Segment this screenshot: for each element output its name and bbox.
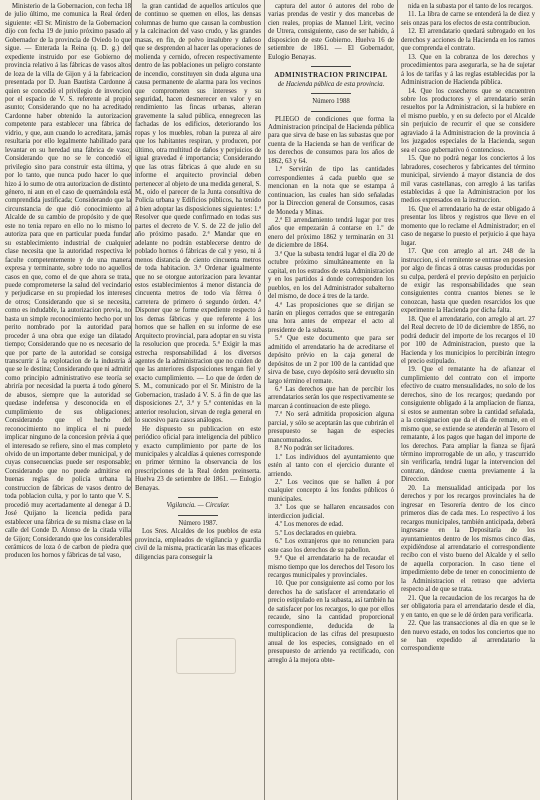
condition-item: 15. Que no podrá negar los conciertos á los labradores, cosecheros y fabricantes del término municipal, sirviendo á mayor distancia de dos mil varas castellanas, con arreglo á las tarifas establecidas á que la Administracion por los medios expresados en la instruccion. [401,155,535,205]
condition-item: 4.º Los menores de edad. [275,521,344,529]
separator-rule [311,111,351,112]
condition-item: 1.ª Servirán de tipo las cantidades correspondientes á cada pueblo que se mencionan en la nota que se estampa á continuacion, las cuales han sido señaladas por la Direccion general de Consumos, casas de Moneda y Minas. [268,166,394,216]
condition-item: 5.º Los declarados en quiebra. [275,529,357,537]
condition-item: 16. Que el arrendatario ha de estar obligado á presentar los libros y registros que lleve en el momento que lo reclame el Administrador; en el caso de negarse lo puesto el perjuicio á que haya lugar. [401,205,535,247]
condition-item: 13. Que en la cobranza de los derechos y procedimientos para asegurarla, se ha de sujetar á los de tarifas y á las reglas establecidas por la Administracion de Hacienda pública. [401,53,535,87]
condition-item: 6.º Los extranjeros que no renuncien para este caso los derechos de su pabellon. [268,538,394,554]
condition-item: 4.ª Las proposiciones que se dirijan se harán en pliegos cerrados que se entregarán una hora antes de empezar el acto al presidente de la subasta. [268,301,394,334]
condition-item: 14. Que los cosecheros que se encuentren sobre los productores y el arrendatario serán resueltos por la Administracion, si la hubiere en el mismo pueblo, y en su defecto por el Alcalde sin perjuicio de recurrir el que se considere agraviado á la Administracion de la provincia á los juzgados especiales de la Hacienda, segun sea el caso gubernativo ó contencioso. [401,87,535,154]
condition-item: 8.ª No podrán ser licitadores. [275,445,354,453]
condition-item: 17. Que con arreglo al art. 248 de la instruccion, si el remitente se entrase en posesion por algo de fincas á otras causas producidas por su culpa, perderá el previo depósito en perjuicio de exigir las responsabilidades que sean consiguientes contra cuantos bienes se le conozcan, hasta que queden resarcidos los que experimente la Hacienda por dicha falta. [401,248,535,315]
condition-item: nida en la subasta por el tanto de los recargos. [408,3,533,10]
condition-item: 1.º Los individuos del ayuntamiento que estén al tanto con el ejercicio durante el arriendo. [268,453,394,478]
publication-note: He dispuesto su publicacion en este periódico oficial para inteligencia del público y exacto cumplimiento por parte de los municipales y alcaldías á quienes corresponde en primer término la observancia de los prescripciones de la Real órden preinserta. Huelva 23 de setiembre de 1861. — Eulogio Benayas. [135,425,261,492]
section-subheading: de Hacienda pública de esta provincia. [277,80,385,88]
condition-item: 6.ª Las derechos que han de percibir los arrendatarios serán los que respectivamente se marcan á continuacion de este pliego. [268,386,394,410]
section-heading: ADMINISTRACION PRINCIPAL [274,72,388,80]
column-2 [135,3,261,798]
vigilancia-heading: Vigilancia. — Circular. [166,502,230,510]
separator-rule [311,66,351,67]
condition-item: 3.º Los que se hallaren encausados con interdiccion judicial. [268,504,394,520]
column-3 [268,3,394,798]
separator-rule [178,515,218,516]
condition-item: 7.ª No será admitida proposicion alguna parcial, y sólo se aceptarán las que cubrirán el presupuesto se hagan de especies mancomunados. [268,411,394,444]
vigilancia-text: Los Sres. Alcaldes de los pueblos de esta provincia, empleados de vigilancia y guardia civil de la misma, practicarán las mas eficaces diligencias para conseguir la [135,528,261,561]
column-4 [401,3,535,798]
condition-item: 12. El arrendatario quedará subrogado en los derechos y acciones de la Hacienda en los ramos que comprenda el contrato. [401,28,535,53]
condition-item: 22. Que las transacciones al día en que se le den nuevo estado, en todos los conciertos que no se han expedido al arrendatario la correspondiente [401,620,535,653]
vigilancia-number: Número 1987. [178,519,218,527]
column-divider [264,0,265,800]
separator-rule [311,93,351,94]
condition-item: 5.ª Que este documento que para ser admitido el arrendatario ha de acreditarse el depósito prévio en la caja general de depósitos de un 2 por 100 de la cantidad que sirva de base, cuyo depósito será devuelto sin largo término el remate. [268,335,394,385]
section-number: Número 1988 [312,98,350,106]
conditions-intro: PLIEGO de condiciones que forma la Administracion principal de Hacienda pública para que sirva de base en las subastas que por cuenta de la Hacienda se han de verificar de los derechos de consumos para los años de 1862, 63 y 64. [268,115,394,165]
condition-item: 2.º Los vecinos que se hallen á por cualquier concepto á los fondos públicos ó municipales. [268,479,394,503]
condition-item: 2.ª El arrendamiento tendrá lugar por tres años que empezarán á contarse en 1.º de enero del próximo 1862 y terminarán en 31 de diciembre de 1864. [268,216,394,250]
condition-item: 10. Que por consiguiente así como por los derechos ha de satisfacer el arrendatario el precio estipulado en la subasta, así también ha de satisfacer por los recargos, lo que por ellos recaude, sino la cantidad proporcional correspondiente, deducida de la multiplicacion de las cifras del presupuesto anual de los especies, consignado en el presupuesto de arriendo ya rectificado, con arreglo á la mejora obte- [268,580,394,664]
column-divider [397,0,398,800]
separator-rule [178,497,218,498]
condition-item: 11. La libra de carne se entenderá la de diez y seis onzas para los efectos de esta contribucion. [401,11,535,27]
condition-item: 21. Que la recaudacion de los recargos ha de ser obligatoria para el arrendatario desde el día, y en tanto, en que se le dé órden para verificarla. [401,594,535,619]
circular-text: Ministerio de la Gobernacion, con fecha 18 de julio último, me comunica la Real órden siguiente: «El Sr. Ministro de la Gobernacion dijo con fecha 19 de junio próximo pasado al Gobernador de la provincia de Oviedo lo que sigue. — Enterada la Reina (q. D. g.) del expediente instruido por ese Gobierno de provincia relativo á las fábricas de vasos altos de loza de la villa de Gijon y á la fabricacion presentada por D. Juan Bautista Cardonne á quien se concedió el privilegio de invencion por el espacio de V. S. referente al propio asunto; Considerando que no ha acreditado Cardonne haber obtenido la autorizacion competente para establecer una fábrica de vidrio, y que, aun cuando lo acreditara, jamás resultaria por ello legalmente habilitado para levantar en su heredad una fábrica de vaso; Considerando que no se le concedió el privilegio sino para construir esta última, y por lo tanto, que nunca pudo hacer lo que hizo á lo sumo de otra autorizacion de distinto género, ni aun en el caso de quemándola está comprendida justificada; Considerando que la circunstancia de que dió conocimiento al Alcalde de su cambio de propósito y de que este no tenia reparo en ello no lo mismo lo autoriza para que en particular pueda fundar su establecimiento industrial de cualquier clase necesita que la autoridad respectiva le faculte competentemente y de una manera expresa y terminante, sobre todo no aquellos casos en que, como el de que ahora se trata, puede comprometerse la salud del vecindario y perjudicarse en su propiedad los intereses de otros; Considerando que si se necesita, como es indudable, la autorizacion previa, no basta un simple reconocimiento hecho por un perito nombrado por la autoridad para proceder á una obra que exige tan dilatado tiempo; Considerando que no es necesario de que por parte de la autoridad se consiga transcurrir á la explotacion de la industria á que se le destina; Considerando que ni admitir como principio administrativo ese teoría se abriría por necesidad la puerta á todo género de abusos, siempre que la autoridad se quedase indefensa y desconocida en el cumplimiento de sus obligaciones; Considerando que el hecho del reconocimiento no implica el ni puede implicar ninguno de la concesion prévia á que el interesado se refiere, sino el mas completo olvido de un importante deber municipal, y de cuyas consecuencias puede ser responsable; Considerando que no puede admitirse en buenas reglas de policía urbana la construccion de fábricas de vasos dentro de toda poblacion culta, y por lo tanto que V. S. procedió muy acertadamente al denegar á D. José Quijano la licencia pedida para establecer una fábrica de su misma clase en la calle del Conde D. Alonso de la citada villa de Gijon; Considerando que los considerables cerámicos de loza ó de carbon de piedra que producen los hornos y fábricas de tal vaso, [5,3,131,560]
condition-item: 19. Que el rematante ha de afianzar el cumplimiento del contrato con el importe efectivo de cuatro mensualidades, no solo de los derechos, sino de los recargos; quedando por consiguiente obligado á la ampliacion de fianza, si estos se aumentan sobre la cantidad señalada, a la consignacion que da el día de remate, en el mismo que, se extiende se atenderán al Tesoro el rematante, á los pagos que hagan del importe de los derechos. Para ampliar la fianza se fijará término improrrogable de un año, y trascurrido sin verificarla, tendrá lugar la intervencion del contrato, dándose cuenta previamente á la Direccion. [401,366,535,484]
column-divider [131,0,132,800]
conditions-list [268,166,394,665]
conditions-list-continued [401,3,535,654]
condition-item: 3.ª Que la subasta tendrá lugar el día 20 de octubre próximo simultáneamente en la capital, en los estrados de esta Administracion y en los partidos á donde corresponden los pueblos, en los del Administrador subalterno del mismo, de doce á tres de la tarde. [268,250,394,301]
column-1 [5,3,131,798]
condition-item: 20. La mensualidad anticipada por los derechos y por los recargos provinciales ha de ingresar en Tesorería dentro de los cinco primeros días de cada mes. Lo respectivo á los recargos municipales, también anticipada, deberá ingresarse en la Depositaría de los ayuntamientos dentro de los mismos cinco días, expidiéndose al arrendatario el correspondiente recibo con el visto bueno del Alcalde y el sello de aquella corporacion. In caso tiene el impedimiento debe de tener en conocimiento de la Administracion el retraso que advierta respecto al de que se trata. [401,484,535,594]
robbery-notice: captura del autor ó autores del robo de varias prendas de vestir y dos mancebas de cien reales, propias de Manuel Lírit, vecino de Utrera, consiguiente, caso de ser habido, á disposicion de este Gobierno. Huelva 16 de setiembre de 1861. — El Gobernador, Eulogio Benayas. [268,3,394,61]
condition-item: 9.ª Que el arrendatario ha de recaudar el mismo tiempo que los derechos del Tesoro los recargos municipales y provinciales. [268,555,394,579]
royal-order-text: la gran cantidad de aquellos artículos que de continuo se quemen en ellos, las densas columnas de humo que causan la combustion y la calcinacion del vaso crudo, y las grandes masas, en fin, de polvo insalubre y dañoso que se desprenden al hacer las operaciones de molienda y cernido, ofrecen respectivamente dentro de las poblaciones un peligro constante de incendio, constituyen sin duda alguna una causa permanente de alarma para los vecinos que comprometen sus intereses y su seguridad, hacen desmerecer en valor y en rendimiento las fincas urbanas, alteran gravemente la salud pública, ennegrecen las fachadas de los edificios, deteriorando los ropas y los muebles, roban la pureza al aire que los habitantes respiran, y producen, por último, otra multitud de daños y perjuicios de igual gravedad é importancia; Considerando que las otras fábricas á que alude en su informe el arquitecto provincial deben pertenecer al objeto de una medida general, S. M., oido el parecer de la Junta consultiva de Policía urbana y Edificios públicos, ha tenido á bien adoptar las disposiciones siguientes: 1.ª Resolver que quede confirmado en todas sus partes el decreto de V. S. de 22 de julio del año próximo pasado. 2.ª Mandar que en adelante no podrán establecerse dentro de poblado hornos ó fábricas de cal y yeso, ni á menos distancia de ciento cincuenta metros de toda habitacion. 3.ª Ordenar igualmente que no se otorgue autorizacion para levantar estos establecimientos á menor distancia de cincuenta metros de todo vía férrea ó carretera de primero ó segundo órden. 4.ª Disponer que se forme expediente respecto á los demas fábricas y que referente á los hornos que se hallen en su informe de ese Arquitecto provincial, para adoptar en su vista la resolucion que proceda. 5.ª Exigir la mas estrecha responsabilidad á los diversos agentes de la administracion que no cuiden de que las anteriores disposiciones tengan fiel y exacto cumplimiento. — Lo que de órden de S. M., comunicado por el Sr. Ministro de la Gobernacion, traslado á V. S. á fin de que las disposiciones 2.ª, 3.ª y 5.ª contenidas en la anterior resolucion, sirvan de regla general en lo sucesivo para casos análogos. [135,3,261,425]
library-stamp [176,638,236,674]
condition-item: 18. Que el arrendatario, con arreglo al art. 27 del Real decreto de 10 de diciembre de 1856, no podrá deducir del importe de los recargos el 10 por 100 de Administracion, puesto que la Hacienda y los municipios lo percibirán íntegro el precio estipulado. [401,315,535,366]
